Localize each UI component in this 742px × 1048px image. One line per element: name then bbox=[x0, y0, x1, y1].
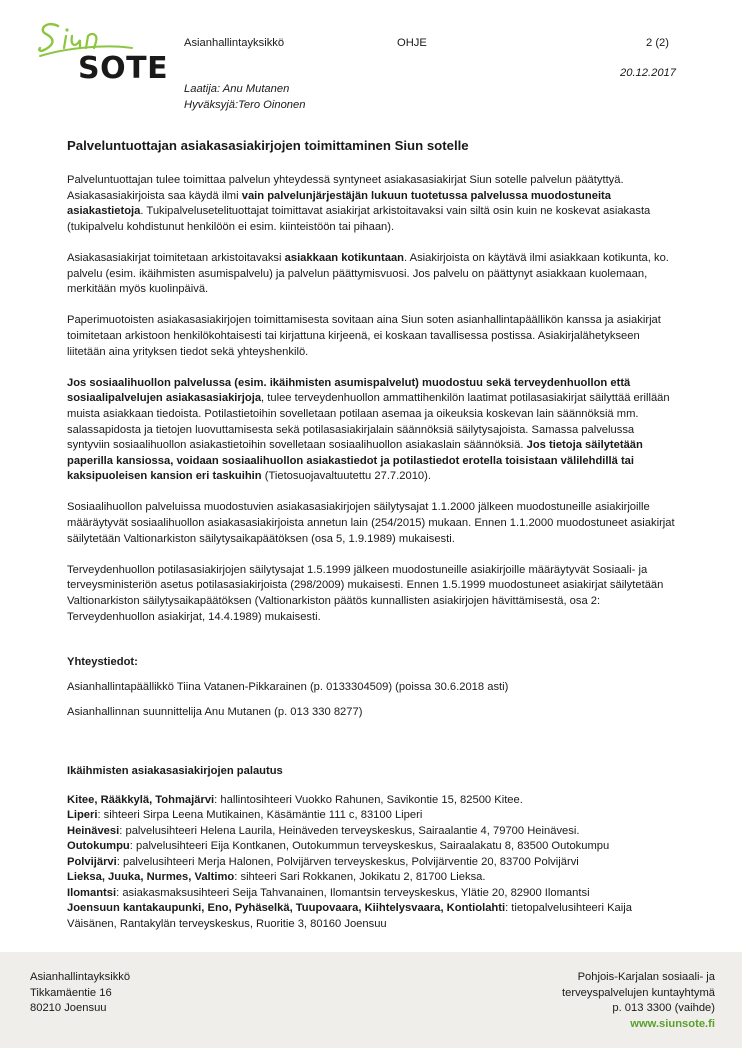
return-contact-row bbox=[67, 808, 679, 824]
text-run: Terveydenhuollon potilasasiakirjojen säilytysajat 1.5.1999 jälkeen muodostuneille asiakirjoille määräytyvät Sosiaali- ja terveysministeriön asetus potilasasiakirjoista (298/2009) mukaisesti. Ennen 1.5.1999 muodostuneet asiakirjat säilytetään Valtionarkiston säilytysaikapäätöksen (Valtionarkiston päätös kunnallisten asiakirjojen hävittämisestä, osa 2: Terveydenhuollon asiakirjat, 14.4.1989) mukaisesti. bbox=[67, 563, 664, 623]
body-paragraph bbox=[67, 500, 679, 547]
header-doc-type: OHJE bbox=[397, 37, 427, 49]
bold-text-run: vain palvelunjärjestäjän lukuun tuotetussa palvelussa muodostuneita asiakastietoja bbox=[67, 189, 611, 218]
text-run: Palveluntuottajan tulee toimittaa palvelun yhteydessä syntyneet asiakasasiakirjat Siun sotelle palvelun päätyttyä. Asiakasasiakirjoista saa käydä ilmi bbox=[67, 174, 624, 202]
return-area: Polvijärvi bbox=[67, 855, 117, 868]
return-area: Lieksa, Juuka, Nurmes, Valtimo bbox=[67, 871, 235, 883]
page-footer bbox=[0, 952, 742, 1048]
footer-organization bbox=[562, 970, 715, 1032]
body-paragraph bbox=[67, 313, 679, 360]
return-contact: : sihteeri Sari Rokkanen, Jokikatu 2, 81700 Lieksa. bbox=[234, 871, 486, 883]
return-contact-row bbox=[67, 793, 679, 809]
header-date: 20.12.2017 bbox=[620, 67, 676, 79]
footer-city: 80210 Joensuu bbox=[30, 1002, 107, 1014]
return-area: Heinävesi bbox=[67, 824, 120, 837]
document-body bbox=[67, 138, 679, 641]
returns-list bbox=[67, 793, 679, 933]
footer-org-name-1: Pohjois-Karjalan sosiaali- ja bbox=[577, 971, 715, 983]
body-paragraph bbox=[67, 376, 679, 485]
contact-line: Asianhallinnan suunnittelija Anu Mutanen (p. 013 330 8277) bbox=[67, 706, 363, 718]
text-run: Asiakasasiakirjat toimitetaan arkistoitavaksi bbox=[67, 251, 285, 264]
return-area: Kitee, Rääkkylä, Tohmajärvi bbox=[67, 793, 215, 806]
return-contact-row bbox=[67, 886, 679, 902]
return-contact: : hallintosihteeri Vuokko Rahunen, Savikontie 15, 82500 Kitee. bbox=[214, 793, 523, 806]
footer-unit: Asianhallintayksikkö bbox=[30, 971, 131, 983]
header-unit: Asianhallintayksikkö bbox=[184, 37, 285, 49]
bold-text-run: Jos tietoja säilytetään paperilla kansiossa, voidaan sosiaalihuollon asiakastiedot ja potilastiedot erotella toisistaan välilehdillä tai kaksipuoleisen kansion eri taskuihin bbox=[67, 439, 643, 483]
contacts-section bbox=[67, 656, 679, 731]
return-contact: : asiakasmaksusihteeri Seija Tahvanainen, Ilomantsin terveyskeskus, Ylätie 20, 82900 Ilomantsi bbox=[116, 886, 590, 899]
return-contact-row bbox=[67, 824, 679, 840]
approver-line: Hyväksyjä:Tero Oinonen bbox=[184, 98, 306, 111]
text-run: , tulee terveydenhuollon ammattihenkilön laatimat potilasasiakirjat säilyttää erillään muista asiakkaan tiedoista. Potilastietoihin sovelletaan potilaan asemaa ja oikeuksia koskevan lain säännöksiä mm. salassapidosta ja tietojen luovuttamisesta sekä potilasasiakirjalain säännöksiä säilytysajoista. Samassa palvelussa syntyviin sosiaalihuollon asiakastietoihin sovelletaan sosiaalihuollon asiakaslain säännöksiä. bbox=[67, 392, 670, 452]
returns-section bbox=[67, 764, 679, 932]
return-contact: : palvelusihteeri Helena Laurila, Heinäveden terveyskeskus, Sairaalantie 4, 79700 Heinävesi. bbox=[119, 824, 580, 837]
return-contact: : sihteeri Sirpa Leena Mutikainen, Käsämäntie 111 c, 83100 Liperi bbox=[97, 809, 423, 821]
footer-address bbox=[30, 970, 130, 1017]
body-paragraph bbox=[67, 173, 679, 235]
return-area: Joensuun kantakaupunki, Eno, Pyhäselkä, Tuupovaara, Kiihtelysvaara, Kontiolahti bbox=[67, 902, 506, 914]
bold-text-run: asiakkaan kotikuntaan bbox=[284, 251, 405, 264]
return-contact: : palvelusihteeri Eija Kontkanen, Outokummun terveyskeskus, Sairaalakatu 8, 83500 Outokumpu bbox=[129, 840, 610, 852]
return-area: Liperi bbox=[67, 809, 98, 821]
logo-brand-text: SOTE bbox=[78, 51, 169, 86]
footer-phone: p. 013 3300 (vaihde) bbox=[612, 1002, 715, 1014]
contact-line: Asianhallintapäällikkö Tiina Vatanen-Pikkarainen (p. 0133304509) (poissa 30.6.2018 asti) bbox=[67, 681, 509, 693]
author-block bbox=[184, 82, 305, 113]
return-contact-row bbox=[67, 855, 679, 871]
footer-website-link[interactable]: www.siunsote.fi bbox=[630, 1017, 715, 1030]
footer-org-name-2: terveyspalvelujen kuntayhtymä bbox=[562, 986, 715, 999]
body-paragraph bbox=[67, 563, 679, 625]
author-line: Laatija: Anu Mutanen bbox=[184, 83, 290, 95]
return-area: Outokumpu bbox=[67, 840, 130, 852]
return-contact-row bbox=[67, 901, 679, 932]
text-run: (Tietosuojavaltuutettu 27.7.2010). bbox=[261, 470, 431, 483]
text-run: . Asiakirjoista on käytävä ilmi asiakkaan kotikunta, ko. palvelu (esim. ikäihmisten asumispalvelu) ja palvelun päättymisvuosi. Jos palvelu on päättynyt asiakkaan kuolemaan, merkitään myös kuolinpäivä. bbox=[67, 251, 669, 296]
bold-text-run: Jos sosiaalihuollon palvelussa (esim. ikäihmisten asumispalvelut) muodostuu sekä terveydenhuollon että sosiaalipalvelujen asiakasasiakirjoja bbox=[67, 376, 631, 405]
return-area: Ilomantsi bbox=[67, 886, 117, 899]
text-run: Paperimuotoisten asiakasasiakirjojen toimittamisesta sovitaan aina Siun soten asianhallintapäällikön kanssa ja asiakirjat toimitetaan arkistoon henkilökohtaisesti tai kirjattuna kirjeenä, ei koskaan tavallisessa postissa. Asiakirjalähetykseen liitetään aina yrityksen tiedot sekä yhteyshenkilö. bbox=[67, 314, 661, 358]
header-page-number: 2 (2) bbox=[646, 37, 670, 49]
contacts-heading: Yhteystiedot: bbox=[67, 656, 138, 668]
return-contact-row bbox=[67, 870, 679, 886]
text-run: . Tukipalvelusetelituottajat toimittavat asiakirjat arkistoitavaksi vain siltä osin kuin ne koskevat asiakasta (tukipalvelu kohdistunut henkilöön ei esim. kiinteistöön tai pihaan). bbox=[67, 205, 651, 233]
body-paragraph bbox=[67, 251, 679, 298]
siun-sote-logo bbox=[36, 18, 169, 88]
text-run: Sosiaalihuollon palveluissa muodostuvien asiakasasiakirjojen säilytysajat 1.1.2000 jälkeen muodostuneille asiakirjoille määräytyvät sosiaalihuollon asiakasasiakirjoista annetun lain (254/2015) mukaan. Ennen 1.1.2000 muodostuneet asiakirjat säilytetään Valtionarkiston säilytysaikapäätöksen (osa 5, 1.9.1989) mukaisesti. bbox=[67, 501, 675, 545]
document-title: Palveluntuottajan asiakasasiakirjojen toimittaminen Siun sotelle bbox=[67, 138, 469, 153]
paragraphs bbox=[67, 173, 679, 625]
return-contact: : tietopalvelusihteeri Kaija Väisänen, Rantakylän terveyskeskus, Ruoritie 3, 80160 Joensuu bbox=[67, 902, 632, 930]
return-contact: : palvelusihteeri Merja Halonen, Polvijärven terveyskeskus, Polvijärventie 20, 83700 Polvijärvi bbox=[116, 855, 579, 868]
return-contact-row bbox=[67, 839, 679, 855]
footer-street: Tikkamäentie 16 bbox=[30, 986, 112, 999]
returns-heading: Ikäihmisten asiakasasiakirjojen palautus bbox=[67, 765, 283, 777]
